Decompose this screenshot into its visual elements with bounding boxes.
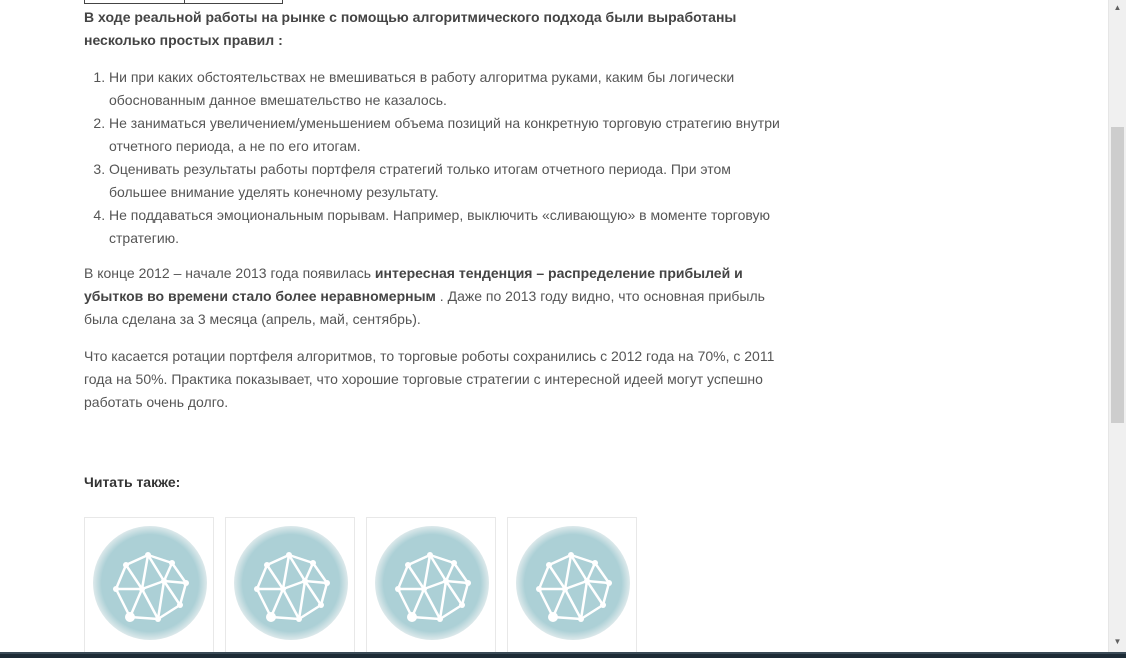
related-post-card[interactable] (84, 517, 214, 652)
scroll-down-icon[interactable]: ▼ (1113, 637, 1122, 646)
neural-network-icon (92, 525, 208, 641)
rules-intro: В ходе реальной работы на рынке с помощью алгоритмического подхода были выработаны несколько простых правил : (84, 9, 737, 48)
trend-paragraph (84, 262, 790, 331)
trend-highlight: интересная тенденция – распределение прибылей и убытков во времени стало более неравномерным (84, 265, 743, 304)
rule-item: 2. Не заниматься увеличением/уменьшением объема позиций на конкретную торговую стратегию внутри отчетного периода, а не по его итогам. (109, 112, 790, 158)
trend-text-end: . Даже по 2013 году видно, что основная прибыль была сделана за 3 месяца (апрель, май, сентябрь). (84, 288, 765, 327)
table-bottom-edge (84, 0, 283, 4)
neural-network-icon (374, 525, 490, 641)
related-post-card[interactable] (507, 517, 637, 652)
neural-network-icon (233, 525, 349, 641)
rules-list (84, 66, 790, 250)
rule-item: 1. Ни при каких обстоятельствах не вмешиваться в работу алгоритма руками, каким бы логически обоснованным данное вмешательство не казалось. (109, 66, 790, 112)
rotation-paragraph: Что касается ротации портфеля алгоритмов, то торговые роботы сохранились с 2012 года на 70%, с 2011 года на 50%. Практика показывает, что хорошие торговые стратегии с интересной идеей могут успешно работать очень долго. (84, 348, 775, 410)
rule-item: 3. Оценивать результаты работы портфеля стратегий только итогам отчетного периода. При этом большее внимание уделять конечному результату. (109, 158, 790, 204)
trend-text-start: В конце 2012 – начале 2013 года появилась (84, 265, 375, 281)
read-also-heading: Читать также: (84, 474, 181, 490)
scroll-up-icon[interactable]: ▲ (1113, 3, 1122, 12)
related-post-card[interactable] (366, 517, 496, 652)
related-post-card[interactable] (225, 517, 355, 652)
taskbar-edge (0, 652, 1126, 658)
article-body (84, 6, 790, 414)
neural-network-icon (515, 525, 631, 641)
rule-item: 4. Не поддаваться эмоциональным порывам. Например, выключить «сливающую» в моменте торговую стратегию. (109, 204, 790, 250)
taskbar-highlight (0, 652, 1126, 654)
vertical-scrollbar[interactable] (1108, 0, 1126, 652)
scrollbar-thumb[interactable] (1111, 127, 1124, 423)
